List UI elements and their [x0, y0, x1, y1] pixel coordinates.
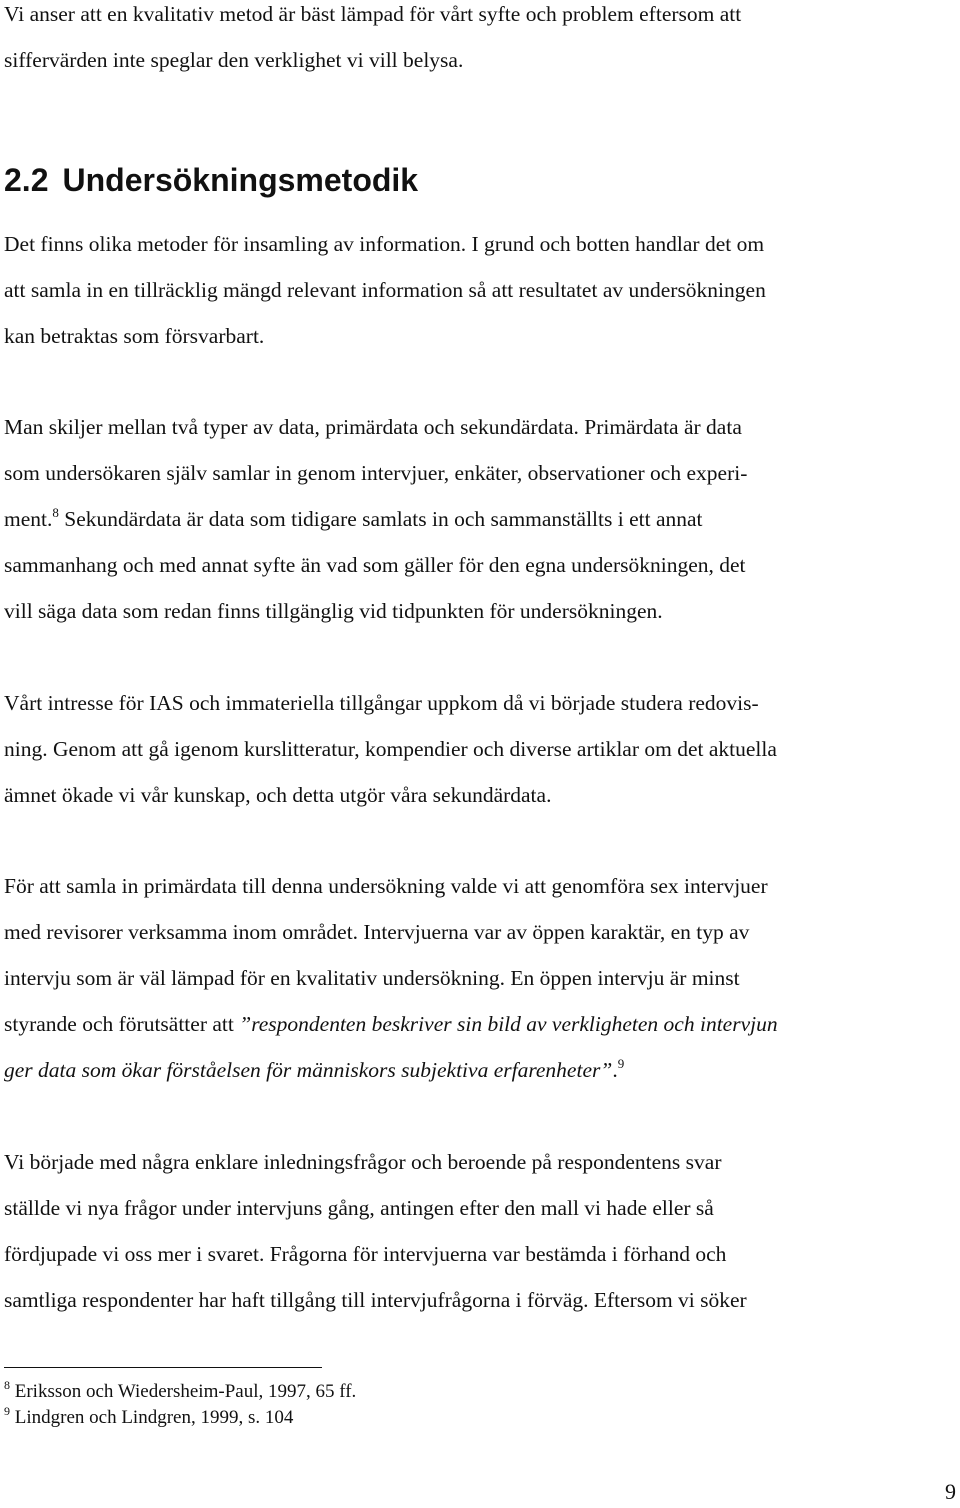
text-line: Det finns olika metoder för insamling av information. I grund och botten handlar det om	[4, 232, 765, 256]
text-fragment: styrande och förutsätter att	[4, 1012, 240, 1036]
text-line: med revisorer verksamma inom området. Intervjuerna var av öppen karaktär, en typ av	[4, 920, 750, 944]
page-number: 9	[945, 1479, 956, 1504]
quote-text: ger data som ökar förståelsen för människors subjektiva erfarenheter”	[4, 1058, 613, 1082]
footnote-divider	[4, 1367, 322, 1368]
text-line: Vi anser att en kvalitativ metod är bäst lämpad för vårt syfte och problem eftersom att	[4, 2, 742, 26]
text-line: kan betraktas som försvarbart.	[4, 324, 265, 348]
text-fragment: Sekundärdata är data som tidigare samlats in och sammanställts i ett annat	[58, 507, 703, 531]
footnote-text: Lindgren och Lindgren, 1999, s. 104	[14, 1407, 294, 1428]
text-line: Vårt intresse för IAS och immateriella tillgångar uppkom då vi började studera redovis-	[4, 691, 759, 715]
text-line: Vi började med några enklare inledningsfrågor och beroende på respondentens svar	[4, 1150, 722, 1174]
text-fragment: .	[612, 1058, 618, 1082]
text-line: som undersökaren själv samlar in genom intervjuer, enkäter, observationer och experi-	[4, 461, 748, 485]
footnote-ref: 8	[52, 504, 59, 520]
text-line: att samla in en tillräcklig mängd relevant information så att resultatet av undersökningen	[4, 278, 766, 302]
text-line	[4, 1010, 778, 1038]
footnote-ref: 9	[617, 1055, 625, 1071]
section-title: Undersökningsmetodik	[62, 162, 419, 198]
text-line: fördjupade vi oss mer i svaret. Frågorna för intervjuerna var bestämda i förhand och	[4, 1242, 727, 1266]
text-line: sammanhang och med annat syfte än vad som gäller för den egna undersökningen, det	[4, 553, 746, 577]
footnote	[4, 1377, 357, 1404]
footnote-number: 8	[4, 1377, 10, 1392]
text-line: vill säga data som redan finns tillgänglig vid tidpunkten för undersökningen.	[4, 599, 663, 623]
text-line: För att samla in primärdata till denna undersökning valde vi att genomföra sex intervjuer	[4, 874, 768, 898]
footnote-text: Eriksson och Wiedersheim-Paul, 1997, 65 ff.	[14, 1381, 357, 1402]
text-fragment: ment.	[4, 507, 53, 531]
text-line	[4, 1056, 624, 1084]
footnote	[4, 1403, 294, 1430]
text-line: ämnet ökade vi vår kunskap, och detta utgör våra sekundärdata.	[4, 783, 552, 807]
footnote-number: 9	[4, 1403, 10, 1418]
text-line: ställde vi nya frågor under intervjuns gång, antingen efter den mall vi hade eller så	[4, 1196, 714, 1220]
text-line: ning. Genom att gå igenom kurslitteratur, kompendier och diverse artiklar om det aktuella	[4, 737, 777, 761]
text-line: intervju som är väl lämpad för en kvalitativ undersökning. En öppen intervju är minst	[4, 966, 740, 990]
text-line	[4, 505, 703, 533]
text-line: Man skiljer mellan två typer av data, primärdata och sekundärdata. Primärdata är data	[4, 415, 742, 439]
text-line: samtliga respondenter har haft tillgång till intervjufrågorna i förväg. Eftersom vi söker	[4, 1288, 747, 1312]
section-number: 2.2	[4, 162, 49, 198]
section-heading	[4, 158, 418, 202]
text-line: siffervärden inte speglar den verklighet vi vill belysa.	[4, 48, 464, 72]
quote-text: ”respondenten beskriver sin bild av verkligheten och intervjun	[239, 1012, 778, 1036]
